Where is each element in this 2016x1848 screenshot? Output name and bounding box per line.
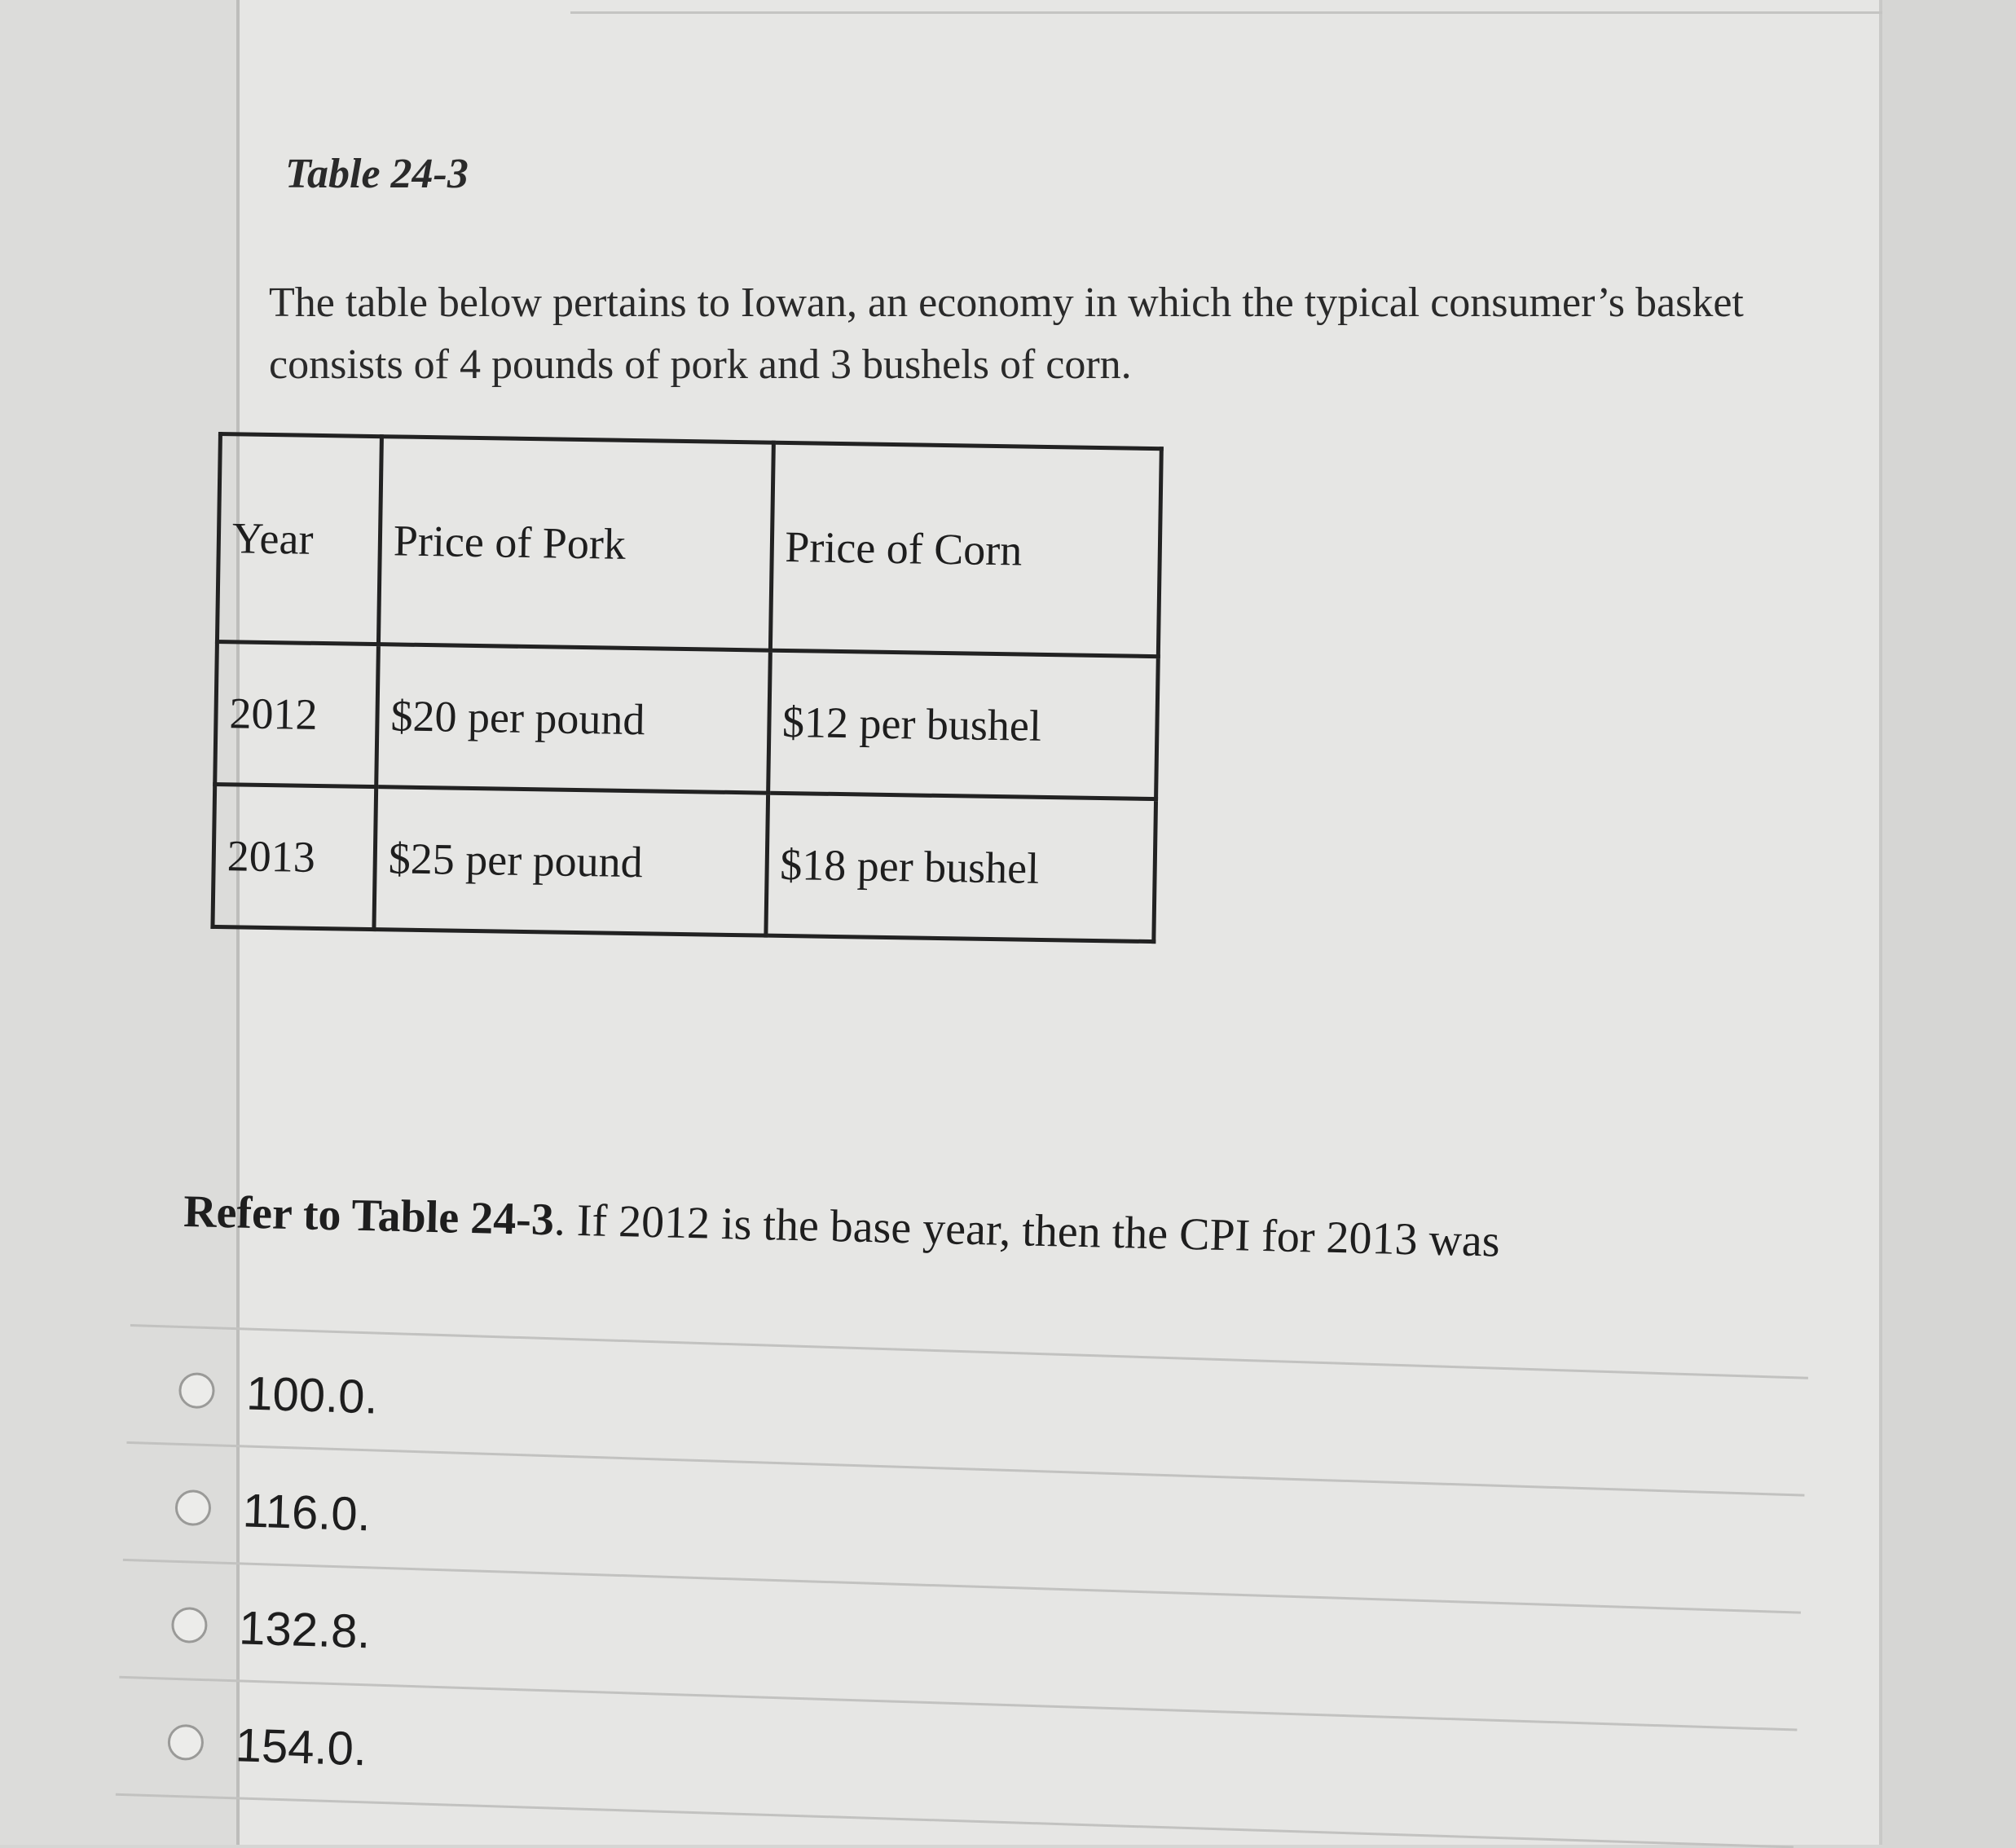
price-table bbox=[210, 432, 1163, 944]
option-label: 154.0. bbox=[234, 1718, 368, 1776]
header-price-corn: Price of Corn bbox=[770, 442, 1161, 656]
radio-button[interactable] bbox=[174, 1489, 211, 1526]
table-title: Table 24-3 bbox=[285, 151, 469, 197]
question-reference: Refer to Table 24-3 bbox=[183, 1186, 555, 1246]
intro-paragraph: The table below pertains to Iowan, an economy in which the typical consumer’s basket consists of 4 pounds of pork and 3 bushels of corn. bbox=[269, 279, 1744, 388]
option-label: 132.8. bbox=[238, 1601, 372, 1659]
radio-button[interactable] bbox=[167, 1724, 204, 1761]
cell-corn-price: $12 per bushel bbox=[768, 650, 1158, 799]
table-row bbox=[215, 642, 1159, 799]
answer-options bbox=[116, 1324, 1808, 1848]
option-label: 116.0. bbox=[241, 1484, 372, 1542]
question-body: . If 2012 is the base year, then the CPI for 2013 was bbox=[553, 1195, 1501, 1267]
top-divider bbox=[570, 0, 1882, 14]
cell-year: 2012 bbox=[215, 642, 379, 787]
header-price-pork: Price of Pork bbox=[378, 437, 773, 651]
header-year: Year bbox=[217, 434, 381, 645]
table-row bbox=[213, 784, 1156, 941]
cell-pork-price: $25 per pound bbox=[374, 787, 768, 936]
option-label: 100.0. bbox=[245, 1366, 379, 1424]
cell-year: 2013 bbox=[213, 784, 376, 929]
cell-corn-price: $18 per bushel bbox=[765, 793, 1155, 941]
cell-pork-price: $20 per pound bbox=[376, 645, 770, 794]
radio-button[interactable] bbox=[178, 1372, 215, 1409]
table-header-row bbox=[217, 434, 1161, 657]
radio-button[interactable] bbox=[171, 1607, 208, 1643]
